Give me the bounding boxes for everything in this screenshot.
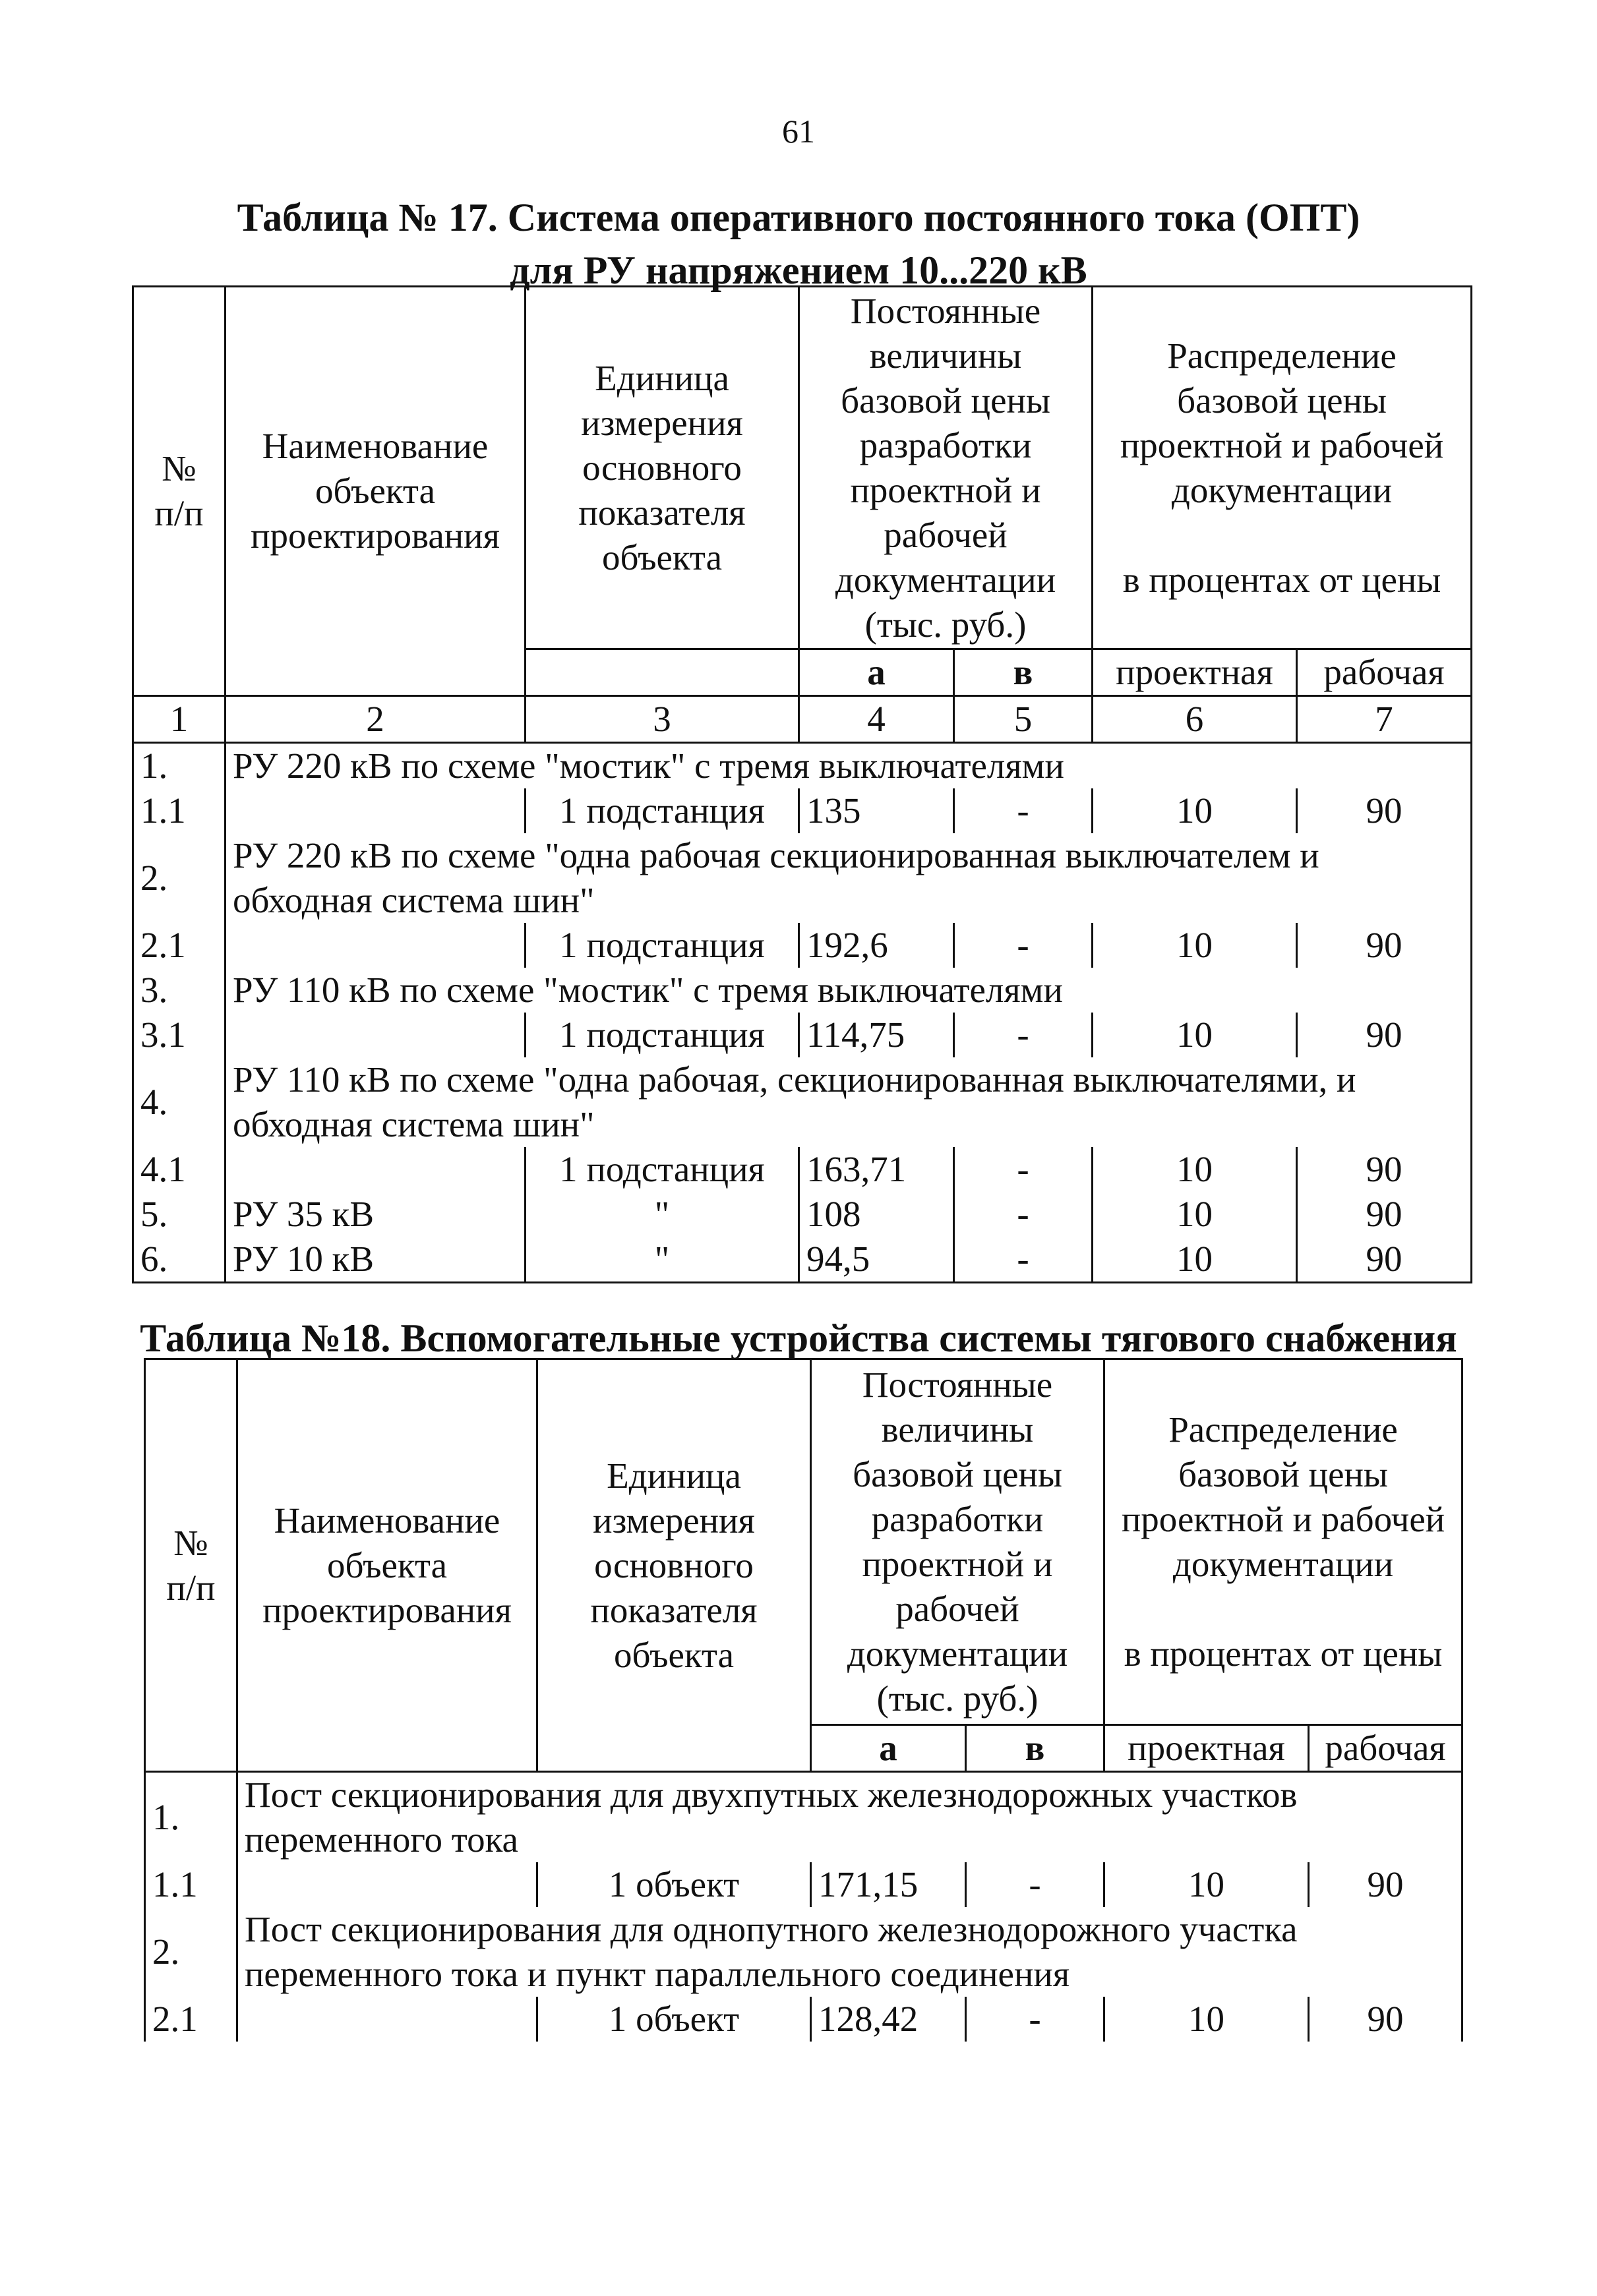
base-price-a: 135 <box>799 788 954 833</box>
percent-working: 90 <box>1297 923 1472 968</box>
col-header-number: № п/п <box>133 287 226 696</box>
column-number: 2 <box>226 696 526 743</box>
row-number: 2. <box>133 833 226 923</box>
object-name <box>226 788 526 833</box>
section-title: РУ 110 кВ по схеме "одна рабочая, секционированная выключателями, и обходная система шин" <box>226 1057 1472 1147</box>
column-number: 5 <box>954 696 1093 743</box>
object-name <box>226 1147 526 1192</box>
section-title: РУ 110 кВ по схеме "мостик" с тремя выключателями <box>226 968 1472 1013</box>
base-price-a: 128,42 <box>811 1997 966 2042</box>
percent-working: 90 <box>1309 1997 1462 2042</box>
row-number: 5. <box>133 1192 226 1237</box>
row-number: 6. <box>133 1237 226 1283</box>
column-number: 4 <box>799 696 954 743</box>
percent-project: 10 <box>1093 1237 1297 1283</box>
object-name <box>226 923 526 968</box>
column-number-row <box>133 696 1472 743</box>
object-name: РУ 10 кВ <box>226 1237 526 1283</box>
col-header-distribution: Распределение базовой цены проектной и рабочей документации в процентах от цены <box>1093 287 1472 649</box>
section-row <box>145 1907 1462 1997</box>
row-number: 4.1 <box>133 1147 226 1192</box>
table-row <box>133 1237 1472 1283</box>
column-number: 6 <box>1093 696 1297 743</box>
base-price-b: - <box>954 1013 1093 1057</box>
base-price-a: 163,71 <box>799 1147 954 1192</box>
col-header-unit: Единица измерения основного показателя объекта <box>537 1359 811 1772</box>
base-price-b: - <box>966 1862 1104 1907</box>
row-number: 2.1 <box>133 923 226 968</box>
row-number: 1. <box>133 743 226 789</box>
percent-project: 10 <box>1093 923 1297 968</box>
col-header-b: в <box>966 1725 1104 1772</box>
col-header-a: а <box>811 1725 966 1772</box>
table-row <box>133 1013 1472 1057</box>
row-number: 4. <box>133 1057 226 1147</box>
table-row <box>145 1997 1462 2042</box>
col-header-distribution: Распределение базовой цены проектной и рабочей документации в процентах от цены <box>1104 1359 1462 1725</box>
base-price-b: - <box>954 1147 1093 1192</box>
percent-working: 90 <box>1309 1862 1462 1907</box>
base-price-b: - <box>966 1997 1104 2042</box>
percent-project: 10 <box>1093 1147 1297 1192</box>
percent-working: 90 <box>1297 788 1472 833</box>
column-number: 1 <box>133 696 226 743</box>
section-title: РУ 220 кВ по схеме "одна рабочая секционированная выключателем и обходная система шин" <box>226 833 1472 923</box>
unit-of-measure: 1 объект <box>537 1862 811 1907</box>
percent-working: 90 <box>1297 1237 1472 1283</box>
section-title: Пост секционирования для двухпутных железнодорожных участков переменного тока <box>237 1772 1462 1863</box>
section-row <box>145 1772 1462 1863</box>
section-row <box>133 743 1472 789</box>
unit-of-measure: 1 подстанция <box>526 1147 799 1192</box>
base-price-a: 171,15 <box>811 1862 966 1907</box>
col-header-base-price: Постоянные величины базовой цены разработки проектной и рабочей документации (тыс. руб.) <box>799 287 1093 649</box>
row-number: 1.1 <box>145 1862 237 1907</box>
base-price-b: - <box>954 1237 1093 1283</box>
table-row <box>133 788 1472 833</box>
col-header-project: проектная <box>1093 649 1297 696</box>
table17-title-line2: для РУ напряжением 10...220 кВ <box>510 249 1087 292</box>
column-number: 3 <box>526 696 799 743</box>
row-number: 2.1 <box>145 1997 237 2042</box>
base-price-b: - <box>954 788 1093 833</box>
percent-project: 10 <box>1104 1997 1309 2042</box>
percent-working: 90 <box>1297 1192 1472 1237</box>
base-price-a: 108 <box>799 1192 954 1237</box>
unit-of-measure: 1 подстанция <box>526 1013 799 1057</box>
col-header-base-price: Постоянные величины базовой цены разработки проектной и рабочей документации (тыс. руб.) <box>811 1359 1104 1725</box>
col-header-b: в <box>954 649 1093 696</box>
unit-of-measure: 1 объект <box>537 1997 811 2042</box>
col-header-number: № п/п <box>145 1359 237 1772</box>
col-header-unit-sub <box>526 649 799 696</box>
base-price-b: - <box>954 923 1093 968</box>
section-row <box>133 1057 1472 1147</box>
table-row <box>133 1192 1472 1237</box>
table18-title: Таблица №18. Вспомогательные устройства системы тягового снабжения <box>140 1316 1457 1360</box>
section-row <box>133 968 1472 1013</box>
table17-title-line1: Таблица № 17. Система оперативного постоянного тока (ОПТ) <box>237 196 1360 239</box>
col-header-unit: Единица измерения основного показателя объекта <box>526 287 799 649</box>
row-number: 3. <box>133 968 226 1013</box>
percent-project: 10 <box>1104 1862 1309 1907</box>
table-row <box>133 923 1472 968</box>
column-number: 7 <box>1297 696 1472 743</box>
col-header-name: Наименование объекта проектирования <box>237 1359 537 1772</box>
section-title: Пост секционирования для однопутного железнодорожного участка переменного тока и пункт параллельного соединения <box>237 1907 1462 1997</box>
table17 <box>132 285 1472 1283</box>
base-price-a: 114,75 <box>799 1013 954 1057</box>
col-header-a: а <box>799 649 954 696</box>
col-header-name: Наименование объекта проектирования <box>226 287 526 696</box>
object-name: РУ 35 кВ <box>226 1192 526 1237</box>
col-header-project: проектная <box>1104 1725 1309 1772</box>
table18 <box>144 1358 1463 2042</box>
base-price-b: - <box>954 1192 1093 1237</box>
unit-of-measure: " <box>526 1237 799 1283</box>
table-row <box>145 1862 1462 1907</box>
percent-working: 90 <box>1297 1013 1472 1057</box>
percent-project: 10 <box>1093 1013 1297 1057</box>
section-title: РУ 220 кВ по схеме "мостик" с тремя выключателями <box>226 743 1472 789</box>
object-name <box>237 1862 537 1907</box>
row-number: 3.1 <box>133 1013 226 1057</box>
base-price-a: 192,6 <box>799 923 954 968</box>
percent-project: 10 <box>1093 1192 1297 1237</box>
row-number: 1. <box>145 1772 237 1863</box>
section-row <box>133 833 1472 923</box>
unit-of-measure: 1 подстанция <box>526 788 799 833</box>
row-number: 2. <box>145 1907 237 1997</box>
object-name <box>226 1013 526 1057</box>
percent-project: 10 <box>1093 788 1297 833</box>
percent-working: 90 <box>1297 1147 1472 1192</box>
col-header-working: рабочая <box>1309 1725 1462 1772</box>
unit-of-measure: " <box>526 1192 799 1237</box>
row-number: 1.1 <box>133 788 226 833</box>
base-price-a: 94,5 <box>799 1237 954 1283</box>
unit-of-measure: 1 подстанция <box>526 923 799 968</box>
col-header-working: рабочая <box>1297 649 1472 696</box>
page-number: 61 <box>782 113 815 150</box>
table-row <box>133 1147 1472 1192</box>
object-name <box>237 1997 537 2042</box>
